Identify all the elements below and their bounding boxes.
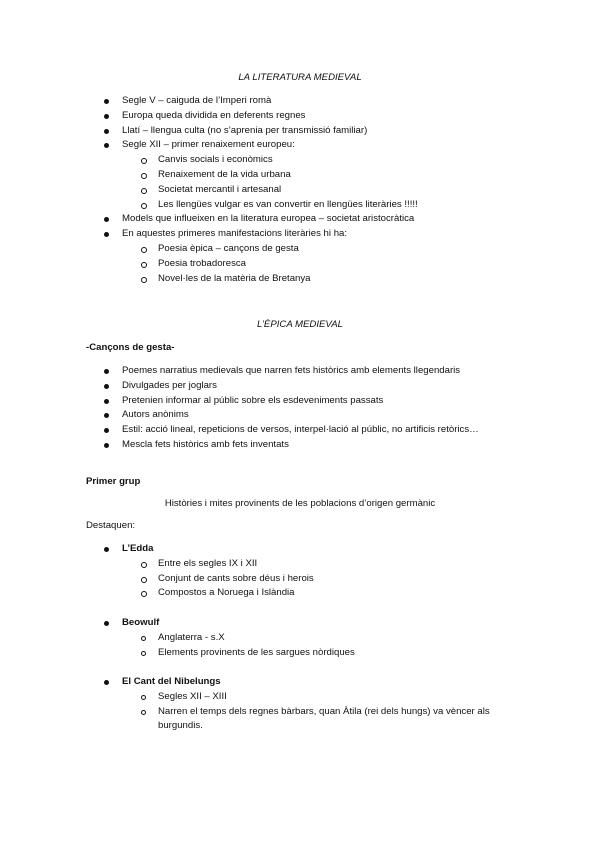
work-title: Beowulf	[0, 616, 600, 631]
group-heading: Primer grup	[86, 476, 141, 487]
list-item: Llatí – llengua culta (no s’aprenia per transmissió familiar)	[0, 124, 600, 139]
list-item: Entre els segles IX i XII	[0, 557, 600, 572]
list-item: Poemes narratius medievals que narren fets històrics amb elements llegendaris	[0, 364, 600, 379]
gesta-list	[0, 364, 600, 453]
work-title: El Cant del Nibelungs	[0, 675, 600, 690]
intro-list	[0, 94, 600, 286]
list-item: Segle XII – primer renaixement europeu:	[0, 138, 600, 153]
list-item: Models que influeixen en la literatura europea – societat aristocràtica	[0, 212, 600, 227]
group-subtitle: Històries i mites provinents de les poblacions d’origen germànic	[164, 498, 436, 509]
title-literatura-medieval: LA LITERATURA MEDIEVAL	[238, 72, 362, 83]
work-nibelungs	[0, 675, 600, 734]
list-item: Conjunt de cants sobre déus i herois	[0, 572, 600, 587]
list-item: Poesia èpica – cançons de gesta	[0, 242, 600, 257]
title-epica-medieval: L’ÈPICA MEDIEVAL	[256, 319, 344, 330]
list-item: Societat mercantil i artesanal	[0, 183, 600, 198]
list-item: Mescla fets històrics amb fets inventats	[0, 438, 600, 453]
work-title: L’Edda	[0, 542, 600, 557]
list-item: Compostos a Noruega i Islàndia	[0, 586, 600, 601]
list-item: Renaixement de la vida urbana	[0, 168, 600, 183]
list-item: Anglaterra - s.X	[0, 631, 600, 646]
list-item: Elements provinents de les sargues nòrdiques	[0, 646, 600, 661]
work-edda	[0, 542, 600, 601]
list-item: Estil: acció lineal, repeticions de versos, interpel·lació al públic, no artificis retòrics…	[0, 423, 600, 438]
list-item: En aquestes primeres manifestacions literàries hi ha:	[0, 227, 600, 242]
list-item: Autors anònims	[0, 408, 600, 423]
work-beowulf	[0, 616, 600, 660]
gesta-heading: -Cançons de gesta-	[86, 342, 175, 353]
list-item: Canvis socials i econòmics	[0, 153, 600, 168]
list-item: Divulgades per joglars	[0, 379, 600, 394]
list-item: Segle V – caiguda de l’Imperi romà	[0, 94, 600, 109]
list-item: Novel·les de la matèria de Bretanya	[0, 272, 600, 287]
list-item: Pretenien informar al públic sobre els esdeveniments passats	[0, 394, 600, 409]
list-item: Poesia trobadoresca	[0, 257, 600, 272]
list-item: Europa queda dividida en deferents regnes	[0, 109, 600, 124]
list-item: Les llengües vulgar es van convertir en llengües literàries !!!!!	[0, 198, 600, 213]
destaquen-label: Destaquen:	[86, 520, 136, 531]
list-item: Segles XII – XIII	[0, 690, 600, 705]
list-item: Narren el temps dels regnes bàrbars, quan Àtila (rei dels hungs) va vèncer als burgundis.	[0, 705, 518, 735]
